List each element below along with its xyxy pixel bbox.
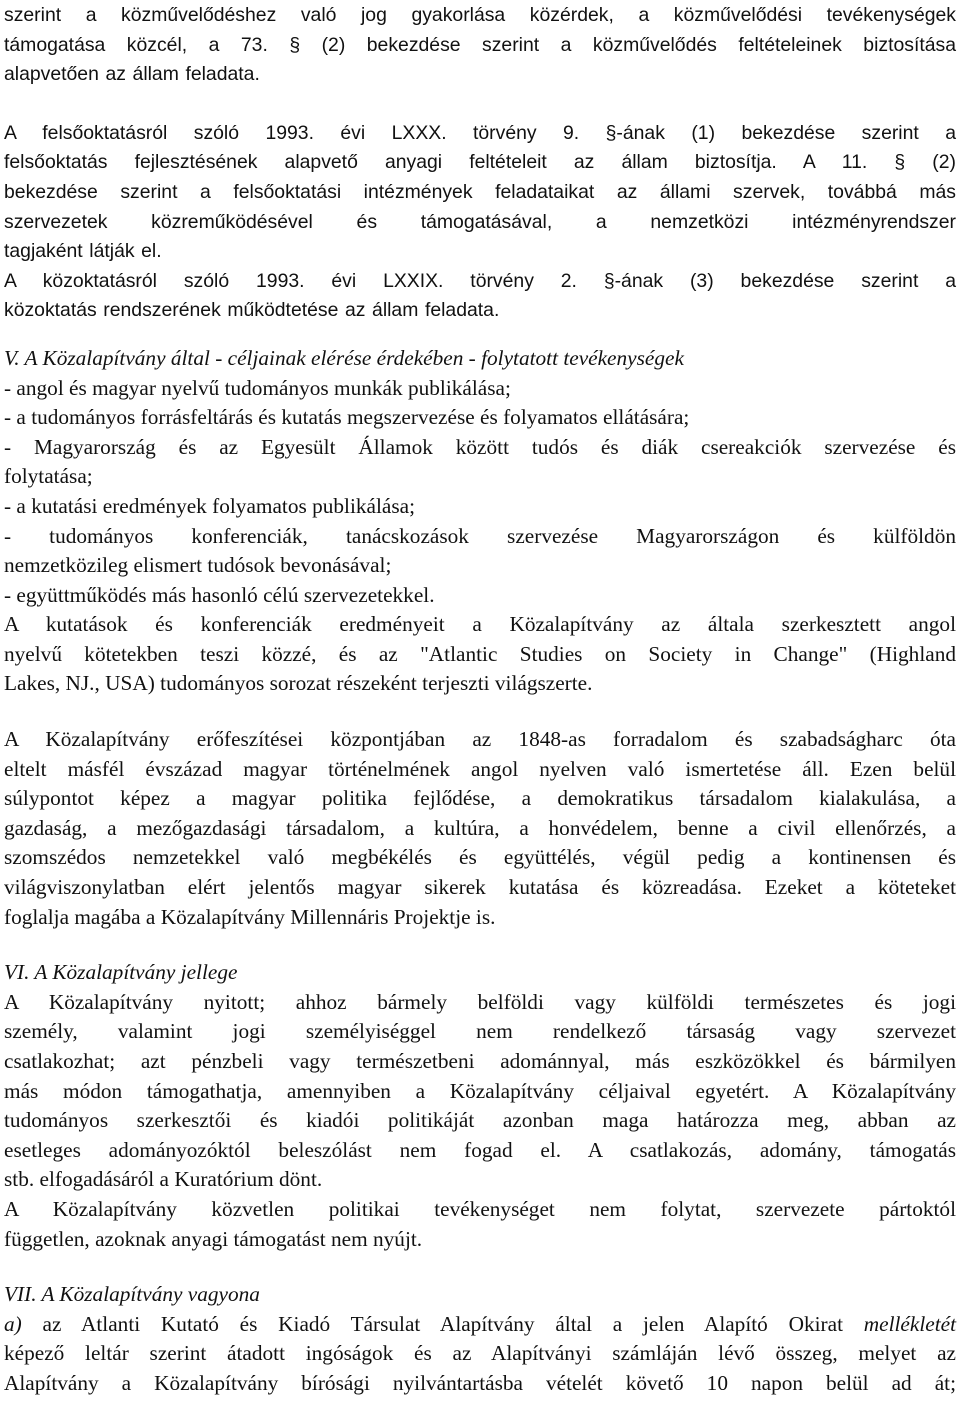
section-vi-character (4, 958, 956, 1254)
text-line: csatlakozhat; azt pénzbeli vagy természetbeni adománnyal, más eszközökkel és bármilyen (4, 1049, 956, 1073)
text-line: alapvetően az állam feladata. (4, 63, 260, 86)
text-line: A közoktatásról szóló 1993. évi LXXIX. törvény 2. §-ának (3) bekezdése szerint a (4, 269, 956, 292)
paragraph-focus (4, 725, 956, 932)
text-line: bekezdése szerint a felsőoktatási intézmények feladataikat az állami szervek, továbbá más (4, 180, 956, 203)
text-line: Alapítvány a Közalapítvány bírósági nyilvántartásba vételét követő 10 napon belül ad át; (4, 1370, 956, 1395)
text-line: A kutatások és konferenciák eredményeit a Közalapítvány az általa szerkesztett angol (4, 612, 956, 637)
list-item: - együttműködés más hasonló célú szervezetekkel. (4, 582, 435, 607)
section-v-number: V. (4, 345, 20, 370)
section-vii-heading: VII. A Közalapítvány vagyona (4, 1282, 260, 1307)
list-item: - a kutatási eredmények folyamatos publikálása; (4, 493, 416, 518)
list-item: - tudományos konferenciák, tanácskozások szervezése Magyarországon és külföldön (4, 523, 956, 548)
spacer (4, 932, 956, 958)
list-item: - a tudományos forrásfeltárás és kutatás megszervezése és folyamatos ellátására; (4, 405, 690, 430)
text-line: foglalja magába a Közalapítvány Millennáris Projektje is. (4, 904, 496, 929)
text-line: más módon támogathatja, amennyiben a Közalapítvány céljaival egyetért. A Közalapítvány (4, 1078, 956, 1103)
item-a-emphasis: mellékletét (863, 1311, 956, 1336)
text-line: szomszédos nemzetekkel való megbékélés és együttélés, végül pedig a kontinensen és (4, 845, 956, 870)
text-line: gazdaság, a mezőgazdasági társadalom, a kultúra, a honvédelem, benne a civil ellenőrzés, a (4, 815, 956, 840)
text-line: stb. elfogadásáról a Kuratórium dönt. (4, 1167, 323, 1192)
spacer (4, 699, 956, 725)
text-line: világviszonylatban elért jelentős magyar sikerek kutatása és közreadása. Ezeket a köteteket (4, 875, 956, 900)
paragraph-public-education (4, 267, 956, 326)
list-item: - angol és magyar nyelvű tudományos munkák publikálása; (4, 375, 511, 400)
list-item-continuation: nemzetközileg elismert tudósok bevonásával; (4, 553, 392, 578)
text-line: független, azoknak anyagi támogatást nem nyújt. (4, 1226, 423, 1251)
paragraph-public-culture (4, 0, 956, 90)
text-line: súlypontot képez a magyar politika fejlődése, a demokratikus társadalom kialakulása, a (4, 786, 956, 811)
text-line: szerint a közművelődéshez való jog gyakorlása közérdek, a közművelődési tevékenységek (4, 4, 956, 26)
text-line: A Közalapítvány közvetlen politikai tevékenységet nem folytat, szervezete pártoktól (4, 1196, 956, 1221)
text-line: tudományos szerkesztői és kiadói politikáját azonban maga határozza meg, abban az (4, 1108, 956, 1133)
section-v-heading (4, 344, 956, 374)
text-line: A Közalapítvány erőfeszítései központjában az 1848-as forradalom és szabadságharc óta (4, 727, 956, 752)
section-v-title: A Közalapítvány által - céljainak elérése érdekében - folytatott tevékenységek (24, 345, 684, 370)
section-vi-heading: VI. A Közalapítvány jellege (4, 960, 238, 985)
item-a-line (4, 1310, 956, 1340)
list-item-continuation: folytatása; (4, 464, 93, 489)
text-line: Lakes, NJ., USA) tudományos sorozat részeként terjeszti világszerte. (4, 671, 593, 696)
text-line: szervezetek közreműködésével és támogatásával, a nemzetközi intézményrendszer (4, 210, 956, 233)
text-line: támogatása közcél, a 73. § (2) bekezdése szerint a közművelődés feltételeinek biztosítása (4, 33, 956, 56)
text-line: esetleges adományozóktól beleszólást nem fogad el. A csatlakozás, adomány, támogatás (4, 1137, 956, 1162)
paragraph-higher-education (4, 119, 956, 267)
spacer (4, 90, 956, 116)
item-a-text: az Atlanti Kutató és Kiadó Társulat Alapítvány által a jelen Alapító Okirat (21, 1311, 864, 1336)
text-line: képező leltár szerint átadott ingóságok és az Alapítványi számláján lévő összeg, melyet az (4, 1341, 956, 1366)
spacer (4, 1254, 956, 1280)
text-line: tagjaként látják el. (4, 240, 162, 263)
text-line: eltelt másfél évszázad magyar történelmének angol nyelven való ismertetése áll. Ezen belül (4, 756, 956, 781)
text-line: nyelvű kötetekben teszi közzé, és az "Atlantic Studies on Society in Change" (Highland (4, 641, 956, 666)
section-v-activities (4, 344, 956, 699)
section-vii-assets (4, 1280, 956, 1398)
text-line: A Közalapítvány nyitott; ahhoz bármely belföldi vagy külföldi természetes és jogi (4, 989, 956, 1014)
text-line: A felsőoktatásról szóló 1993. évi LXXX. törvény 9. §-ának (1) bekezdése szerint a (4, 121, 956, 144)
item-a-label: a) (4, 1311, 22, 1336)
text-line: személy, valamint jogi személyiséggel nem rendelkező társaság vagy szervezet (4, 1019, 956, 1044)
text-line: felsőoktatás fejlesztésének alapvető anyagi feltételeit az állam biztosítja. A 11. § (2) (4, 151, 956, 174)
list-item: - Magyarország és az Egyesült Államok között tudós és diák csereakciók szervezése és (4, 434, 956, 459)
text-line: közoktatás rendszerének működtetése az állam feladata. (4, 299, 500, 322)
